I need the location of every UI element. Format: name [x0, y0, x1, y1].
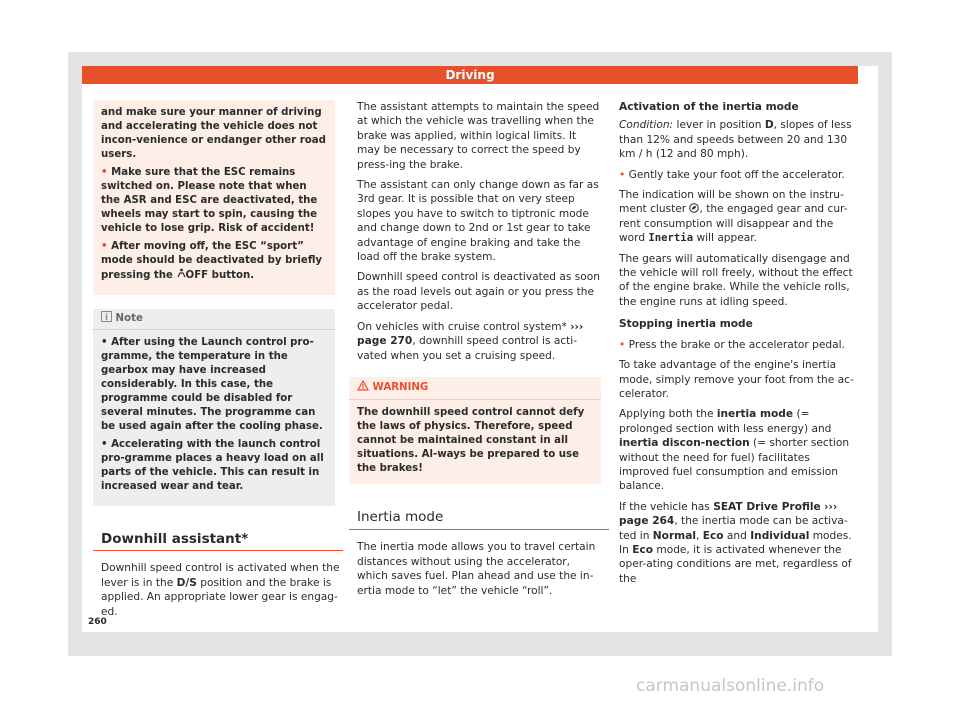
- bullet-icon: •: [101, 241, 108, 252]
- watermark-text: carmanualsonline.info: [636, 676, 825, 696]
- page-link[interactable]: ››› page 264: [619, 500, 838, 528]
- warning-triangle-icon: [357, 377, 369, 399]
- esc-off-icon: [177, 268, 186, 283]
- info-icon: [101, 309, 112, 329]
- section-heading-downhill: Downhill assistant*: [93, 532, 343, 551]
- paragraph: To take advantage of the engine's inertia mode, simply remove your foot from the ac-celerator.: [619, 359, 854, 400]
- note-title: Note: [115, 313, 143, 324]
- bullet-icon: •: [619, 338, 626, 351]
- bullet-item: • Press the brake or the accelerator pedal.: [619, 338, 845, 351]
- paragraph: The indication will be shown on the instru-ment cluster , the engaged gear and cur-rent consumption will disappear and the word Inertia will appear.: [619, 189, 848, 245]
- paragraph: The inertia mode allows you to travel certain distances without using the accelerator, which saves fuel. Plan ahead and use the in-ertia mode to “let” the vehicle “roll”.: [357, 541, 596, 597]
- paragraph: Applying both the inertia mode (= prolonged section with less energy) and inertia discon-nection (= shorter section without the need for fuel) facilitates improved fuel consumption and emission balance.: [619, 408, 850, 493]
- bullet-icon: •: [101, 167, 108, 178]
- warning-bullet: • After moving off, the ESC “sport” mode should be deactivated by briefly pressing the OFF button.: [101, 241, 323, 281]
- column-right: [619, 100, 859, 592]
- paragraph: Downhill speed control is deactivated as soon as the road levels out again or you press the accelerator pedal.: [357, 271, 600, 313]
- section-heading-inertia: Inertia mode: [349, 510, 609, 530]
- eco-leaf-icon: [689, 202, 699, 216]
- warning-header: [349, 377, 601, 400]
- subheading-stopping: Stopping inertia mode: [619, 318, 753, 331]
- column-middle: [357, 100, 601, 604]
- warning-text: The downhill speed control cannot defy the laws of physics. Therefore, speed cannot be maintained constant in all situations. Al-ways be prepared to use the brakes!: [357, 406, 585, 474]
- paragraph: If the vehicle has SEAT Drive Profile ››› page 264, the inertia mode can be activa-ted in Normal, Eco and Individual modes. In Eco mode, it is activated whenever the oper-ating conditions are met, regardless of the: [619, 500, 852, 585]
- paragraph: The assistant can only change down as far as 3rd gear. It is possible that on very steep slopes you have to switch to tiptronic mode and change down to 2nd or 1st gear to take advantage of engine braking and take the load off the brake system.: [357, 179, 599, 264]
- warning-title: WARNING: [372, 381, 429, 393]
- paragraph: The assistant attempts to maintain the speed at which the vehicle was travelling when the brake was applied, within logical limits. It may be necessary to correct the speed by press-ing the brake.: [357, 101, 600, 171]
- section-header: Driving: [82, 66, 858, 84]
- subheading-activation: Activation of the inertia mode: [619, 101, 799, 113]
- paragraph: The gears will automatically disengage and the vehicle will roll freely, without the effect of the engine brake. While the vehicle rolls, the engine runs at idling speed.: [619, 252, 853, 308]
- warning-continuation-box: [93, 100, 335, 295]
- paragraph: Condition: lever in position D, slopes of less than 12% and speeds between 20 and 130 km / h (12 and 80 mph).: [619, 119, 852, 161]
- warning-intro: and make sure your manner of driving and accelerating the vehicle does not incon-venience or endanger other road users.: [101, 107, 326, 160]
- bullet-item: • Gently take your foot off the accelerator.: [619, 168, 845, 181]
- warning-bullet: • Make sure that the ESC remains switched on. Please note that when the ASR and ESC are deactivated, the wheels may start to spin, causing the vehicle to lose grip. Risk of accident!: [101, 167, 318, 234]
- bullet-icon: •: [619, 168, 626, 181]
- note-header: [93, 309, 335, 330]
- column-left: [101, 100, 343, 625]
- note-bullet: • Accelerating with the launch control pro-gramme places a heavy load on all parts of the vehicle. This can result in increased wear and tear.: [101, 439, 324, 492]
- note-bullet: • After using the Launch control pro-gramme, the temperature in the gearbox may have increased considerably. In this case, the programme could be disabled for several minutes. The programme can be used again after the cooling phase.: [101, 337, 323, 432]
- page-link[interactable]: ››› page 270: [357, 320, 584, 348]
- paragraph: On vehicles with cruise control system* ››› page 270, downhill speed control is acti-vated when you set a cruising speed.: [357, 320, 584, 362]
- page-number: 260: [88, 617, 107, 627]
- note-box: [93, 309, 335, 506]
- warning-box: [349, 377, 601, 484]
- esc-off-label: OFF: [185, 270, 209, 281]
- paragraph: Downhill speed control is activated when the lever is in the D/S position and the brake is applied. An appropriate lower gear is engag-ed.: [101, 562, 340, 618]
